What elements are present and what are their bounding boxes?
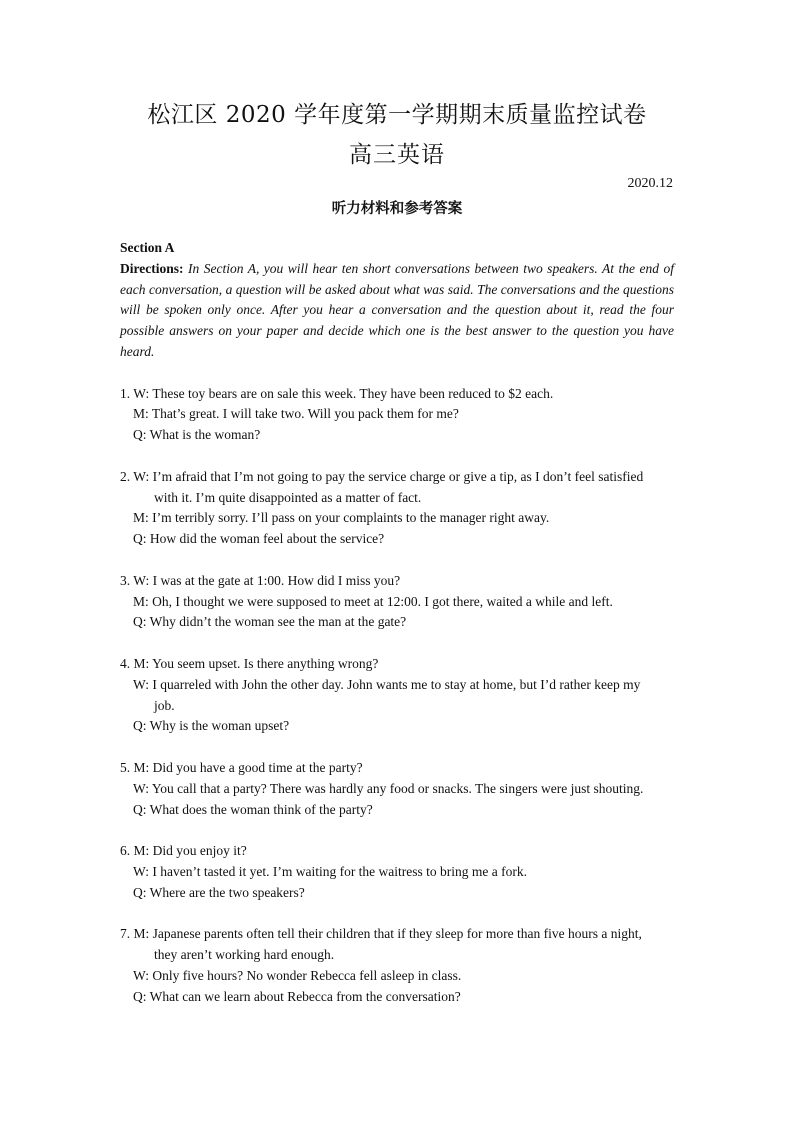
item-line-continued: with it. I’m quite disappointed as a matter of fact. xyxy=(154,489,422,505)
item-line: M: That’s great. I will take two. Will you pack them for me? xyxy=(133,406,459,422)
conversation-item-5 xyxy=(120,758,674,820)
item-question: Q: Why didn’t the woman see the man at the gate? xyxy=(133,614,407,630)
item-line: 5. M: Did you have a good time at the party? xyxy=(120,759,363,775)
item-question: Q: Where are the two speakers? xyxy=(133,884,305,900)
item-line: 7. M: Japanese parents often tell their children that if they sleep for more than five hours a night, xyxy=(120,926,642,942)
item-line: 2. W: I’m afraid that I’m not going to pay the service charge or give a tip, as I don’t feel satisfied xyxy=(120,468,644,484)
directions-text: In Section A, you will hear ten short conversations between two speakers. At the end of each conversation, a question will be asked about what was said. The conversations and the questions will be spoken only once. After you hear a conversation and the question about it, read the four possible answers on your paper and decide which one is the best answer to the question you have heard. xyxy=(120,260,674,359)
conversation-item-1 xyxy=(120,384,674,446)
conversation-item-7 xyxy=(120,924,674,1007)
item-line: W: You call that a party? There was hardly any food or snacks. The singers were just shouting. xyxy=(133,780,644,796)
item-line-continued: they aren’t working hard enough. xyxy=(154,947,335,963)
item-line: 3. W: I was at the gate at 1:00. How did I miss you? xyxy=(120,572,401,588)
directions-paragraph xyxy=(120,259,674,363)
item-question: Q: Why is the woman upset? xyxy=(133,718,290,734)
item-question: Q: How did the woman feel about the service? xyxy=(133,531,385,547)
item-line: 1. W: These toy bears are on sale this week. They have been reduced to $2 each. xyxy=(120,385,554,401)
item-question: Q: What does the woman think of the party? xyxy=(133,801,373,817)
item-question: Q: What can we learn about Rebecca from the conversation? xyxy=(133,988,461,1004)
exam-date: 2020.12 xyxy=(627,176,673,191)
item-line: M: Oh, I thought we were supposed to meet at 12:00. I got there, waited a while and left. xyxy=(133,593,613,609)
item-line: W: I haven’t tasted it yet. I’m waiting for the waitress to bring me a fork. xyxy=(133,863,528,879)
document-body xyxy=(120,238,674,1007)
exam-subject: 高三英语 xyxy=(349,142,445,168)
item-line: 4. M: You seem upset. Is there anything wrong? xyxy=(120,655,379,671)
conversation-item-4 xyxy=(120,654,674,737)
document-subtitle: 听力材料和参考答案 xyxy=(331,201,463,217)
item-line: M: I’m terribly sorry. I’ll pass on your complaints to the manager right away. xyxy=(133,510,550,526)
item-line: W: I quarreled with John the other day. John wants me to stay at home, but I’d rather keep my xyxy=(133,676,641,692)
directions-label: Directions: xyxy=(120,260,184,276)
exam-title: 松江区 2020 学年度第一学期期末质量监控试卷 xyxy=(147,102,647,128)
item-line: 6. M: Did you enjoy it? xyxy=(120,843,247,859)
item-question: Q: What is the woman? xyxy=(133,427,261,443)
section-heading: Section A xyxy=(120,240,175,255)
conversation-item-6 xyxy=(120,841,674,903)
item-line: W: Only five hours? No wonder Rebecca fell asleep in class. xyxy=(133,967,462,983)
item-line-continued: job. xyxy=(154,697,175,713)
conversation-item-2 xyxy=(120,467,674,550)
conversation-item-3 xyxy=(120,571,674,633)
